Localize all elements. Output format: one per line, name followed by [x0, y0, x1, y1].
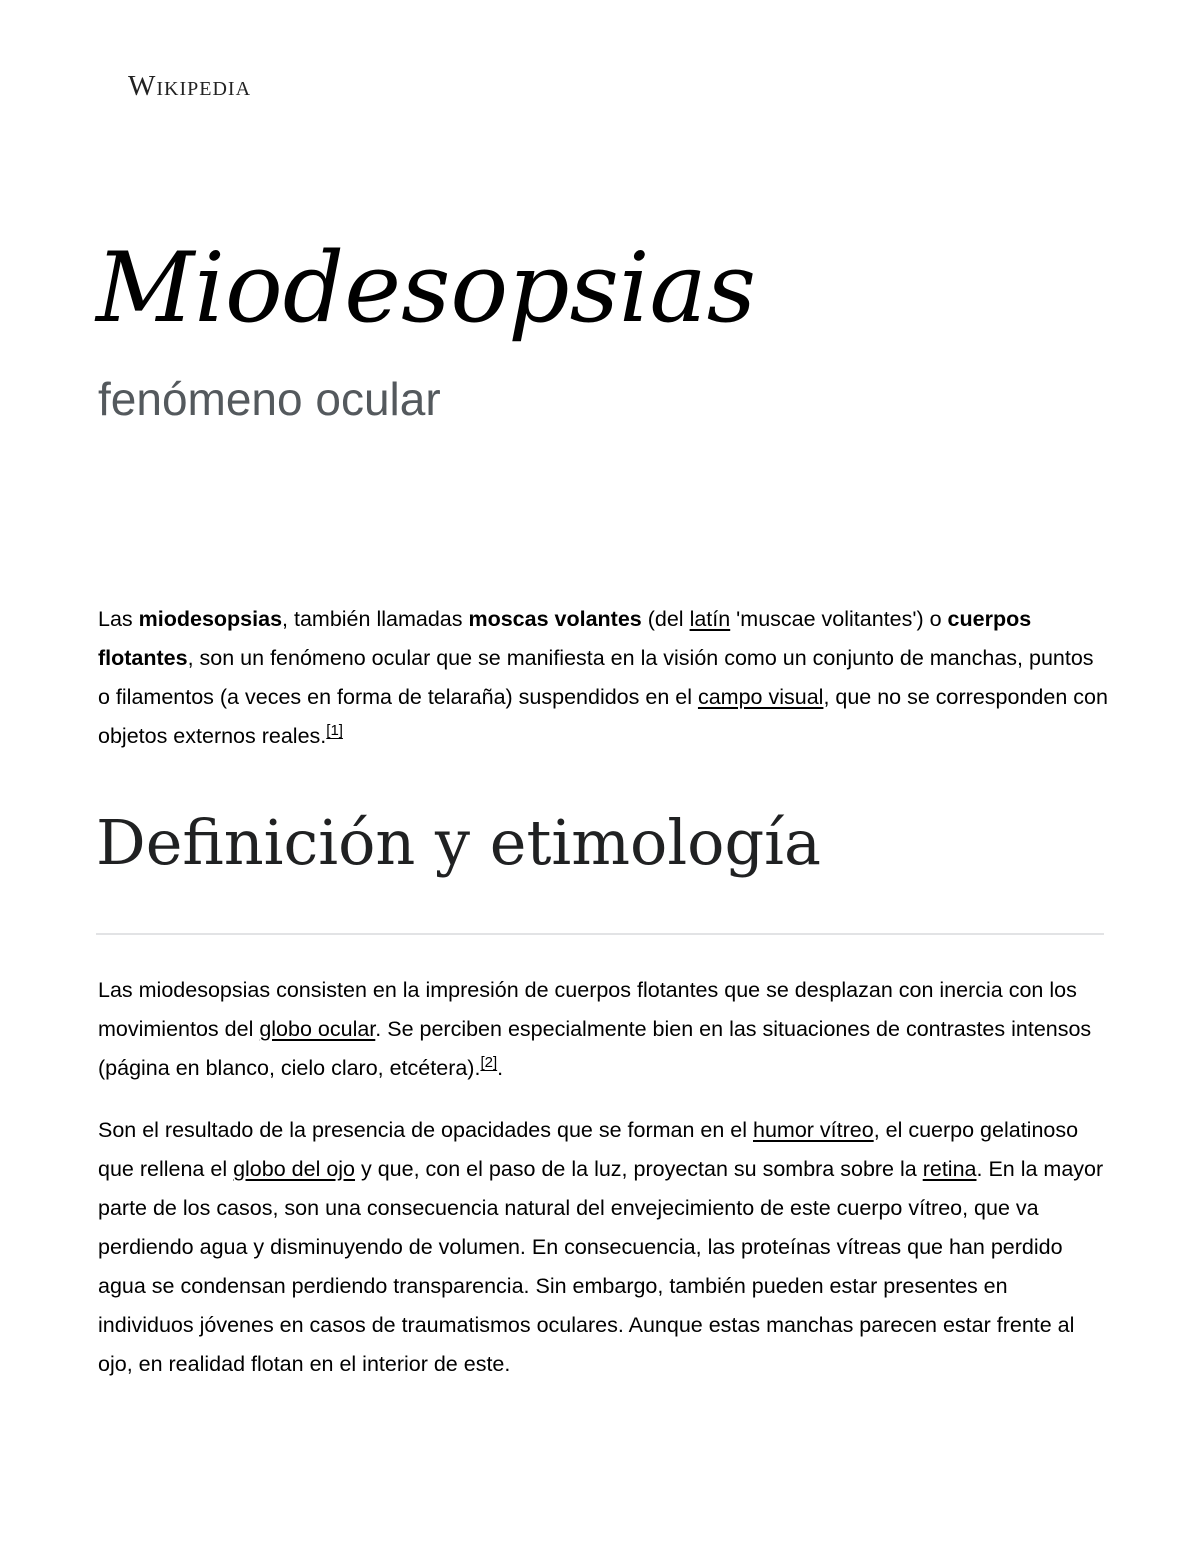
paragraph-text: Son el resultado de la presencia de opacidades que se forman en el	[98, 1118, 753, 1142]
page-title: Miodesopsias	[96, 232, 757, 344]
intro-bold-term: cuerpos flotantes	[98, 607, 1032, 670]
link-latin[interactable]: latín	[689, 607, 731, 631]
intro-bold-term: moscas volantes	[468, 607, 642, 631]
paragraph-text: . Se perciben especialmente bien en las situaciones de contrastes intensos (página en blanco, cielo claro, etcétera).	[98, 1017, 1092, 1080]
link-campo-visual[interactable]: campo visual	[697, 685, 824, 709]
page-subtitle: fenómeno ocular	[98, 373, 441, 425]
intro-text: 'muscae volitantes') o	[730, 607, 948, 631]
definition-paragraph-1	[98, 971, 1108, 1088]
link-humor-vitreo[interactable]: humor vítreo	[753, 1118, 874, 1142]
paragraph-text: , el cuerpo gelatinoso que rellena el	[98, 1118, 1079, 1181]
link-globo-del-ojo[interactable]: globo del ojo	[233, 1157, 356, 1181]
link-retina[interactable]: retina	[922, 1157, 977, 1181]
reference-2-link[interactable]: [2]	[480, 1054, 498, 1071]
definition-paragraph-2	[98, 1111, 1108, 1384]
paragraph-text: y que, con el paso de la luz, proyectan su sombra sobre la	[355, 1157, 923, 1181]
intro-text: , que no se corresponden con objetos externos reales.	[98, 685, 1108, 748]
intro-text: (del	[641, 607, 690, 631]
section-heading-definicion: Definición y etimología	[96, 806, 821, 879]
intro-bold-term: miodesopsias	[138, 607, 283, 631]
link-globo-ocular[interactable]: globo ocular	[259, 1017, 376, 1041]
intro-text: Las	[98, 607, 139, 631]
reference-1-link[interactable]: [1]	[326, 722, 343, 739]
paragraph-text: .	[497, 1056, 504, 1080]
intro-text: , también llamadas	[282, 607, 469, 631]
intro-text: , son un fenómeno ocular que se manifiesta en la visión como un conjunto de manchas, puntos o filamentos (a veces en forma de telaraña) suspendidos en el	[98, 646, 1094, 709]
paragraph-text: . En la mayor parte de los casos, son una consecuencia natural del envejecimiento de este cuerpo vítreo, que va perdiendo agua y disminuyendo de volumen. En consecuencia, las proteínas vítreas que han perdido agua se condensan perdiendo transparencia. Sin embargo, también pueden estar presentes en individuos jóvenes en casos de traumatismos oculares. Aunque estas manchas parecen estar frente al ojo, en realidad flotan en el interior de este.	[98, 1157, 1104, 1376]
section-divider	[96, 933, 1104, 935]
wikipedia-logo[interactable]: Wikipedia	[128, 70, 252, 102]
intro-paragraph	[98, 600, 1108, 756]
paragraph-text: Las miodesopsias consisten en la impresión de cuerpos flotantes que se desplazan con inercia con los movimientos del	[98, 978, 1077, 1041]
